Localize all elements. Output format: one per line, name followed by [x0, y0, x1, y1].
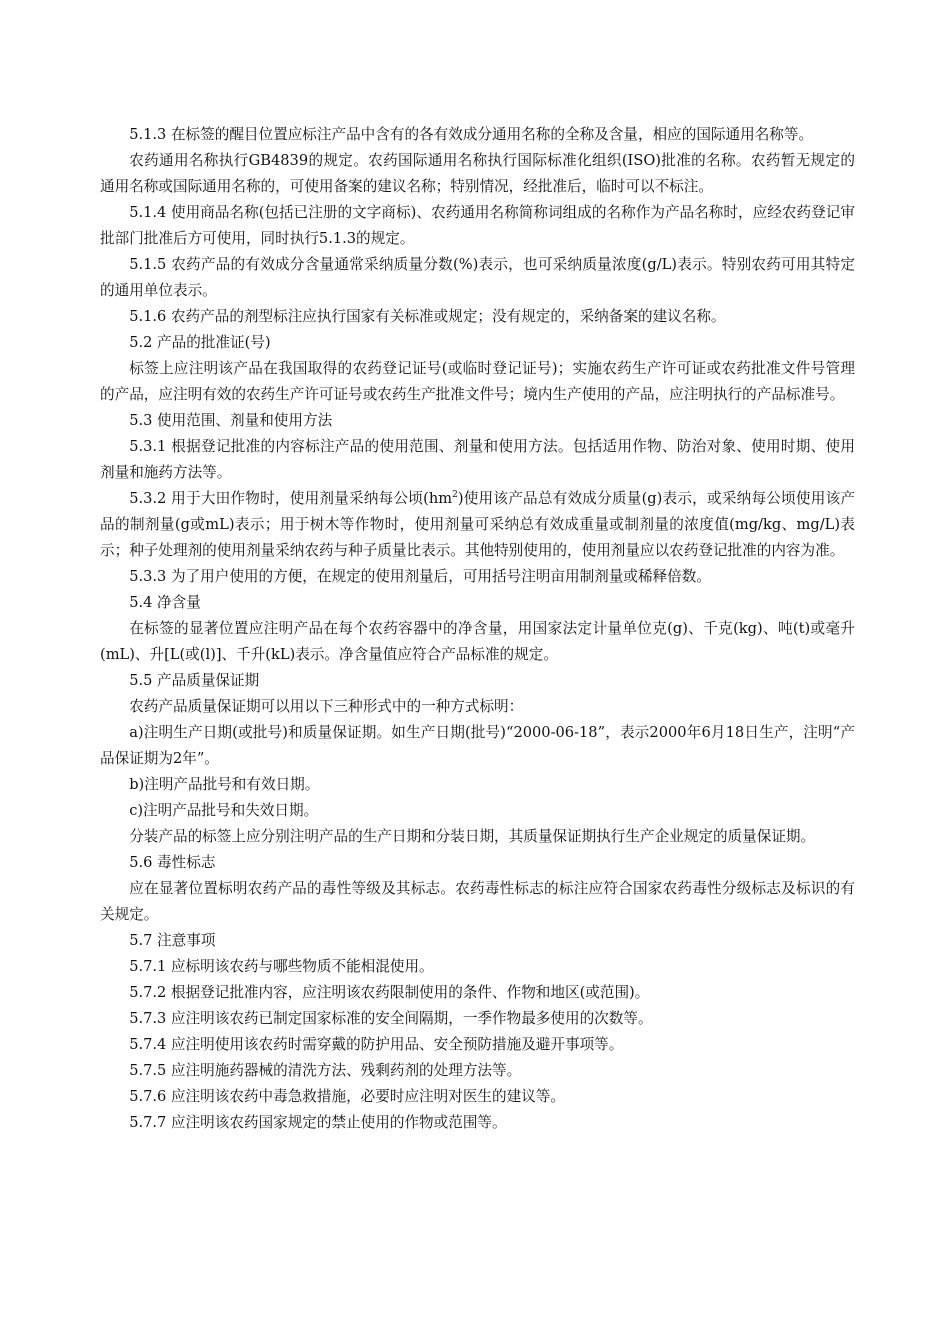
paragraph-approval-number: 标签上应注明该产品在我国取得的农药登记证号(或临时登记证号)；实施农药生产许可证或农药批准文件号管理的产品，应注明有效的农药生产许可证号或农药生产批准文件号；境内生产使用的产品，应注明执行的产品标准号。	[100, 360, 855, 403]
list-item-c: c)注明产品批号和失效日期。	[129, 802, 319, 819]
heading-5-7: 5.7 注意事项	[129, 932, 216, 949]
superscript-2: 2	[452, 490, 458, 501]
paragraph-5-7-1: 5.7.1 应标明该农药与哪些物质不能相混使用。	[129, 958, 434, 975]
heading-5-2: 5.2 产品的批准证(号)	[129, 334, 271, 351]
paragraph-5-1-5: 5.1.5 农药产品的有效成分含量通常采纳质量分数(%)表示，也可采纳质量浓度(g/L)表示。特别农药可用其特定的通用单位表示。	[100, 256, 855, 299]
paragraph-5-3-1: 5.3.1 根据登记批准的内容标注产品的使用范围、剂量和使用方法。包括适用作物、防治对象、使用时期、使用剂量和施药方法等。	[100, 438, 855, 481]
paragraph-net-content: 在标签的显著位置应注明产品在每个农药容器中的净含量，用国家法定计量单位克(g)、千克(kg)、吨(t)或毫升(mL)、升[L(或(l)]、千升(kL)表示。净含量值应符合产品标准的规定。	[100, 620, 855, 663]
paragraph-5-7-2: 5.7.2 根据登记批准内容，应注明该农药限制使用的条件、作物和地区(或范围)。	[129, 984, 650, 1001]
heading-5-6: 5.6 毒性标志	[129, 854, 216, 871]
paragraph-5-1-3: 5.1.3 在标签的醒目位置应标注产品中含有的各有效成分通用名称的全称及含量，相应的国际通用名称等。	[129, 126, 814, 143]
paragraph-5-3-3: 5.3.3 为了用户使用的方便，在规定的使用剂量后，可用括号注明亩用制剂量或稀释倍数。	[129, 568, 711, 585]
list-item-b: b)注明产品批号和有效日期。	[129, 776, 320, 793]
text-5-3-2-part2: )使用该产品总有效成分质量(g)表示，或采纳每公顷使用该产品的制剂量(g或mL)表示；用于树木等作物时，使用剂量可采纳总有效成重量或制剂量的浓度值(mg/kg、mg/L)表示；种子处理剂的使用剂量采纳农药与种子质量比表示。其他特别使用的，使用剂量应以农药登记批准的内容为准。	[100, 490, 855, 559]
paragraph-5-7-4: 5.7.4 应注明使用该农药时需穿戴的防护用品、安全预防措施及避开事项等。	[129, 1036, 624, 1053]
paragraph-toxicity: 应在显著位置标明农药产品的毒性等级及其标志。农药毒性标志的标注应符合国家农药毒性分级标志及标识的有关规定。	[100, 880, 855, 923]
list-item-a: a)注明生产日期(或批号)和质量保证期。如生产日期(批号)“2000-06-18”，表示2000年6月18日生产，注明“产品保证期为2年”。	[100, 724, 855, 767]
paragraph-5-1-4: 5.1.4 使用商品名称(包括已注册的文字商标)、农药通用名称简称词组成的名称作为产品名称时，应经农药登记审批部门批准后方可使用，同时执行5.1.3的规定。	[100, 204, 855, 247]
paragraph-5-7-3: 5.7.3 应注明该农药已制定国家标准的安全间隔期，一季作物最多使用的次数等。	[129, 1010, 653, 1027]
heading-5-4: 5.4 净含量	[129, 594, 201, 611]
paragraph-shelf-life-intro: 农药产品质量保证期可以用以下三种形式中的一种方式标明：	[129, 698, 524, 715]
text-5-3-2-part1: 5.3.2 用于大田作物时，使用剂量采纳每公顷(hm	[129, 490, 453, 507]
paragraph-5-1-6: 5.1.6 农药产品的剂型标注应执行国家有关标准或规定；没有规定的，采纳备案的建议名称。	[129, 308, 726, 325]
paragraph-repackaged: 分装产品的标签上应分别注明产品的生产日期和分装日期，其质量保证期执行生产企业规定的质量保证期。	[129, 828, 816, 845]
document-page	[100, 122, 855, 1136]
paragraph-5-3-2	[100, 486, 855, 564]
paragraph-5-7-6: 5.7.6 应注明该农药中毒急救措施，必要时应注明对医生的建议等。	[129, 1088, 565, 1105]
heading-5-3: 5.3 使用范围、剂量和使用方法	[129, 412, 333, 429]
paragraph-5-7-7: 5.7.7 应注明该农药国家规定的禁止使用的作物或范围等。	[129, 1114, 507, 1131]
heading-5-5: 5.5 产品质量保证期	[129, 672, 260, 689]
paragraph-5-7-5: 5.7.5 应注明施药器械的清洗方法、残剩药剂的处理方法等。	[129, 1062, 522, 1079]
paragraph-common-name: 农药通用名称执行GB4839的规定。农药国际通用名称执行国际标准化组织(ISO)批准的名称。农药暂无规定的通用名称或国际通用名称的，可使用备案的建议名称；特别情况，经批准后，临时可以不标注。	[100, 152, 855, 195]
